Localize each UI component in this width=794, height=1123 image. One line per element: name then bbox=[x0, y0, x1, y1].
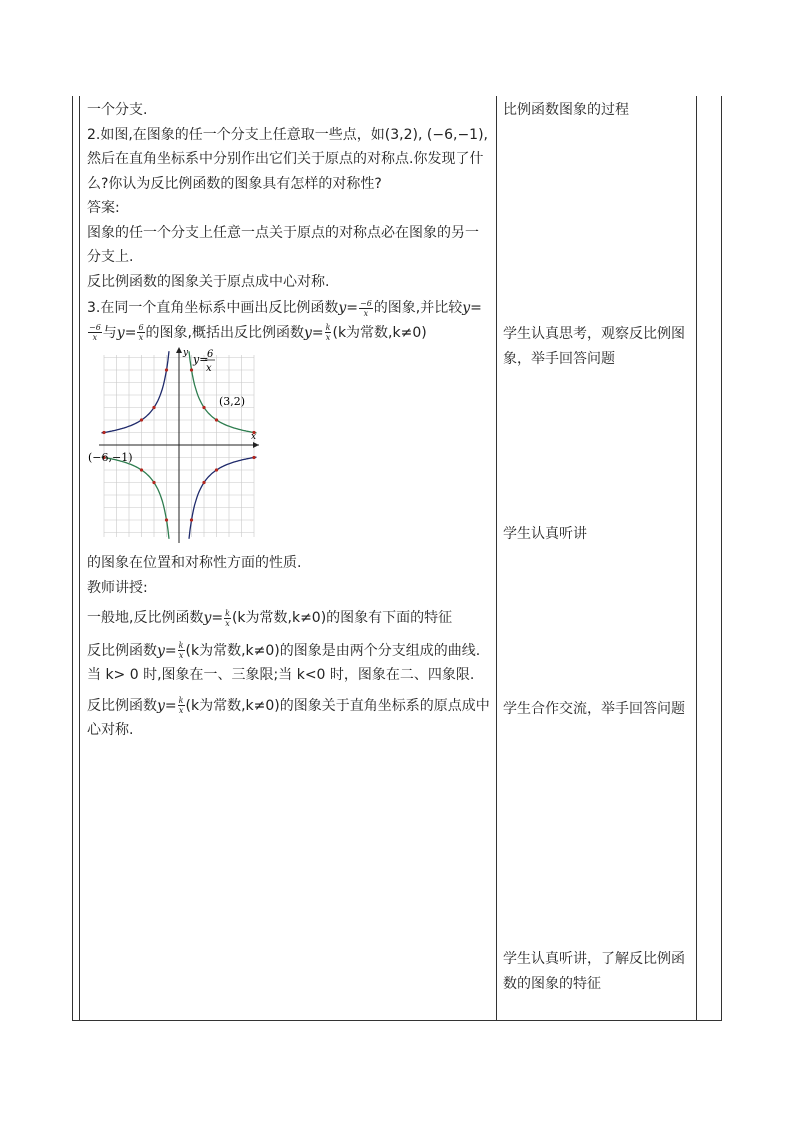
fraction-neg6-over-x: $\frac{-6}{x}$ bbox=[89, 323, 101, 342]
answer-text-1: 图象的任一个分支上任意一点关于原点的对称点必在图象的另一分支上. bbox=[87, 224, 479, 265]
curve-label-num: 6 bbox=[207, 349, 214, 360]
lesson-content bbox=[87, 98, 491, 743]
sample-point bbox=[190, 368, 193, 371]
fraction-k-over-x: $\frac{k}{x}$ bbox=[325, 323, 331, 342]
note-cooperate: 学生合作交流，举手回答问题 bbox=[503, 701, 685, 717]
paragraph-question-2: 2.如图,在图象的任一个分支上任意取一些点，如(3,2), (−6,−1),然后在直角坐标系中分别作出它们关于原点的对称点.你发现了什么?你认为反比例函数的图象具有怎样的对称性? bbox=[87, 126, 488, 192]
sample-point bbox=[215, 468, 218, 471]
fraction-k-over-x: $\frac{k}{x}$ bbox=[178, 641, 184, 660]
answer-label: 答案: bbox=[87, 200, 120, 216]
sample-point bbox=[215, 418, 218, 421]
curve-label-den: x bbox=[206, 363, 212, 374]
sample-point bbox=[190, 518, 193, 521]
paragraph-1: 一个分支. bbox=[87, 102, 148, 118]
fraction-k-over-x: $\frac{k}{x}$ bbox=[178, 696, 184, 715]
fraction-6-over-x: $\frac{6}{x}$ bbox=[138, 323, 144, 342]
curve-label-y: y= bbox=[193, 353, 209, 366]
point-label-neg6-neg1: (−6,−1) bbox=[88, 451, 133, 464]
sample-point bbox=[165, 518, 168, 521]
y-axis-arrow bbox=[176, 347, 182, 353]
x-axis-arrow bbox=[253, 442, 259, 448]
point-label-3-2: (3,2) bbox=[219, 395, 246, 408]
paragraph-property: 的图象在位置和对称性方面的性质. bbox=[87, 555, 302, 571]
note-listen-features: 学生认真听讲，了解反比例函数的图象的特征 bbox=[503, 951, 685, 992]
sample-point bbox=[202, 481, 205, 484]
note-process: 比例函数图象的过程 bbox=[503, 102, 629, 118]
x-axis-label: x bbox=[251, 432, 257, 442]
sample-point bbox=[152, 406, 155, 409]
sample-point bbox=[102, 431, 105, 434]
sample-point bbox=[140, 418, 143, 421]
curve-neg6-branch-upper-left bbox=[102, 351, 170, 433]
note-think-observe: 学生认真思考，观察反比例图象，举手回答问题 bbox=[503, 326, 685, 367]
sample-point bbox=[140, 468, 143, 471]
answer-text-2: 反比例函数的图象关于原点成中心对称. bbox=[87, 273, 330, 290]
note-listen: 学生认真听讲 bbox=[503, 526, 587, 542]
curve-neg6-branch-lower-right bbox=[189, 457, 257, 539]
sample-point bbox=[252, 456, 255, 459]
table-inner-border bbox=[79, 96, 80, 1021]
feature-symmetry: 反比例函数y= $\frac{k}{x}$ (k为常数,k≠0)的图象关于直角坐标系的原点成中心对称. bbox=[87, 696, 490, 738]
curve-6-branch-lower-left bbox=[102, 457, 170, 539]
paragraph-question-3: 3.在同一个直角坐标系中画出反比例函数y= $\frac{-6}{x}$ 的图象,并比较y= $\frac{-6}{x}$ 与y= $\frac{6}{x}$ 的图象,概括出反比例函数y= $\frac{k}{x}$ (k为常数,k≠0) bbox=[87, 298, 482, 342]
feature-quadrants: 反比例函数y= $\frac{k}{x}$ (k为常数,k≠0)的图象是由两个分支组成的曲线.当 k> 0 时,图象在一、三象限;当 k<0 时，图象在二、四象限. bbox=[87, 641, 481, 683]
column-divider-1 bbox=[496, 96, 497, 1021]
sample-point bbox=[202, 406, 205, 409]
fraction-neg6-over-x: $\frac{-6}{x}$ bbox=[360, 298, 372, 318]
sample-point bbox=[152, 481, 155, 484]
sample-point bbox=[165, 368, 168, 371]
feature-intro: 一般地,反比例函数y= $\frac{k}{x}$ (k为常数,k≠0)的图象有下面的特征 bbox=[87, 608, 453, 628]
column-divider-2 bbox=[696, 96, 697, 1021]
hyperbola-graph bbox=[88, 347, 259, 543]
y-axis-label: y bbox=[183, 348, 189, 358]
teacher-lecture-label: 教师讲授: bbox=[87, 579, 148, 596]
hyperbola-figure bbox=[87, 347, 491, 547]
fraction-k-over-x: $\frac{k}{x}$ bbox=[225, 608, 230, 628]
